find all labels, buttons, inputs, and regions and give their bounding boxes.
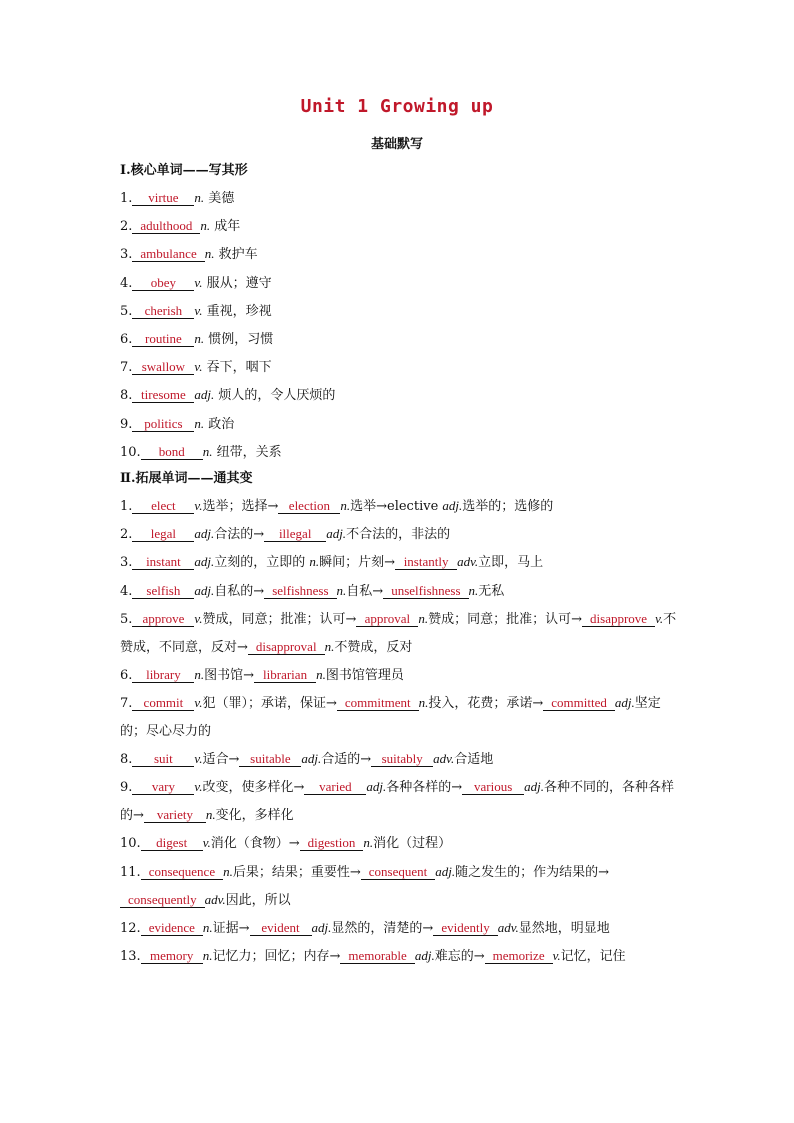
answer-blank: library bbox=[132, 667, 194, 683]
meaning-text: 惯例，习惯 bbox=[208, 332, 274, 348]
meaning-text: 瞬间；片刻→ bbox=[319, 555, 396, 571]
answer-blank: consequence bbox=[141, 864, 223, 880]
extended-word-item bbox=[120, 829, 680, 857]
item-number: 4. bbox=[120, 583, 133, 599]
meaning-text: 难忘的→ bbox=[434, 949, 485, 965]
meaning-text: 美德 bbox=[208, 191, 235, 206]
part-of-speech: n. bbox=[205, 807, 216, 823]
answer-blank: digestion bbox=[300, 835, 364, 851]
item-number: 5. bbox=[120, 611, 133, 627]
answer-blank: disapproval bbox=[248, 639, 325, 655]
meaning-text: 图书馆→ bbox=[204, 668, 255, 684]
answer-blank: disapprove bbox=[582, 611, 655, 627]
meaning-text: 因此，所以 bbox=[225, 892, 291, 908]
answer-blank: elect bbox=[132, 498, 194, 514]
meaning-text: 各种不同的，各种各样的→ bbox=[120, 780, 675, 824]
section1-heading: Ⅰ.核心单词——写其形 bbox=[120, 163, 248, 178]
meaning-text: 显然的，清楚的→ bbox=[331, 921, 434, 937]
part-of-speech: adj. bbox=[524, 779, 545, 795]
part-of-speech: v. bbox=[194, 779, 203, 795]
part-of-speech: n. bbox=[309, 554, 320, 570]
part-of-speech: n. bbox=[418, 695, 429, 711]
meaning-text: 不赞成，不同意，反对→ bbox=[120, 611, 677, 656]
answer-blank: digest bbox=[141, 835, 203, 851]
meaning-text: 合适地 bbox=[454, 751, 494, 767]
answer-blank: commit bbox=[132, 695, 194, 711]
answer-blank: obey bbox=[132, 275, 194, 291]
extended-word-item bbox=[120, 577, 680, 605]
answer-blank: memory bbox=[141, 948, 203, 964]
answer-blank: evidently bbox=[433, 920, 497, 936]
section2-heading: Ⅱ.拓展单词——通其变 bbox=[120, 471, 253, 487]
core-word-item bbox=[120, 353, 680, 381]
part-of-speech: adj. bbox=[194, 526, 215, 542]
section2-list bbox=[120, 492, 680, 970]
answer-blank: various bbox=[462, 779, 524, 795]
part-of-speech: v. bbox=[194, 498, 203, 514]
extended-word-item bbox=[120, 605, 680, 661]
answer-blank: evident bbox=[250, 920, 312, 936]
meaning-text: 消化（食物）→ bbox=[210, 836, 300, 852]
part-of-speech: adj. bbox=[614, 695, 635, 711]
part-of-speech: n. bbox=[202, 948, 213, 964]
answer-blank: variety bbox=[144, 807, 206, 823]
item-number: 1. bbox=[120, 191, 133, 206]
answer-blank: suit bbox=[132, 751, 194, 767]
meaning-text: 后果；结果；重要性→ bbox=[232, 864, 361, 880]
answer-blank: suitably bbox=[371, 751, 433, 767]
core-word-item bbox=[120, 410, 680, 438]
meaning-text: 证据→ bbox=[212, 921, 250, 937]
answer-blank: memorize bbox=[485, 948, 553, 964]
meaning-text: 救护车 bbox=[218, 247, 258, 263]
part-of-speech: n. bbox=[194, 667, 205, 683]
part-of-speech: n. bbox=[204, 246, 215, 262]
answer-blank: routine bbox=[132, 331, 194, 347]
extended-word-item bbox=[120, 773, 680, 829]
part-of-speech: n. bbox=[316, 667, 326, 683]
meaning-text: 改变，使多样化→ bbox=[202, 780, 305, 796]
answer-blank: election bbox=[278, 498, 340, 514]
part-of-speech: adv. bbox=[204, 891, 226, 907]
meaning-text: 烦人的，令人厌烦的 bbox=[218, 388, 336, 404]
answer-blank: commitment bbox=[337, 695, 419, 711]
meaning-text: 随之发生的；作为结果的→ bbox=[455, 864, 610, 880]
item-number: 8. bbox=[120, 751, 133, 767]
answer-blank: adulthood bbox=[132, 218, 200, 234]
meaning-text: 赞成，同意；批准；认可→ bbox=[202, 611, 357, 627]
core-word-item bbox=[120, 269, 680, 297]
part-of-speech: n. bbox=[336, 582, 347, 598]
meaning-text: 选举；选择→ bbox=[202, 499, 279, 515]
meaning-text: 消化（过程） bbox=[373, 836, 452, 852]
extended-word-item bbox=[120, 745, 680, 773]
answer-blank: consequent bbox=[361, 864, 435, 880]
extended-word-item bbox=[120, 548, 680, 576]
extended-word-item bbox=[120, 520, 680, 548]
meaning-text: 各种各样的→ bbox=[386, 780, 463, 796]
meaning-text: 显然地，明显地 bbox=[518, 921, 610, 937]
meaning-text: 政治 bbox=[208, 416, 235, 432]
item-number: 2. bbox=[120, 527, 133, 543]
answer-blank: selfish bbox=[132, 583, 194, 599]
meaning-text: 犯（罪）；承诺，保证→ bbox=[202, 696, 337, 712]
meaning-text: 吞下，咽下 bbox=[206, 360, 272, 376]
core-word-item bbox=[120, 240, 680, 268]
answer-blank: swallow bbox=[132, 359, 194, 375]
meaning-text: 重视，珍视 bbox=[206, 303, 272, 319]
answer-blank: suitable bbox=[239, 751, 301, 767]
meaning-text: 不合法的，非法的 bbox=[346, 527, 451, 543]
part-of-speech: n. bbox=[202, 920, 213, 936]
answer-blank: cherish bbox=[132, 303, 194, 319]
part-of-speech: v. bbox=[552, 948, 561, 964]
item-number: 11. bbox=[120, 864, 141, 880]
item-number: 6. bbox=[120, 332, 133, 348]
meaning-text: 记忆力；回忆；内存→ bbox=[212, 949, 341, 965]
answer-blank: unselfishness bbox=[383, 583, 468, 599]
extended-word-item bbox=[120, 914, 680, 942]
meaning-text: 立刻的，立即的 bbox=[214, 555, 310, 571]
item-number: 10. bbox=[120, 836, 141, 852]
part-of-speech: n. bbox=[223, 863, 233, 879]
worksheet-content bbox=[120, 158, 680, 970]
part-of-speech: adj. bbox=[442, 498, 463, 514]
part-of-speech: n. bbox=[202, 443, 213, 459]
part-of-speech: n. bbox=[200, 218, 211, 234]
section1-list bbox=[120, 184, 680, 466]
meaning-text: 图书馆管理员 bbox=[325, 668, 404, 684]
meaning-text: 适合→ bbox=[202, 751, 240, 767]
item-number: 9. bbox=[120, 416, 133, 432]
meaning-text: 赞成；同意；批准；认可→ bbox=[428, 611, 583, 627]
answer-blank: consequently bbox=[120, 892, 205, 908]
answer-blank: memorable bbox=[340, 948, 414, 964]
part-of-speech: v. bbox=[194, 750, 203, 766]
answer-blank: committed bbox=[543, 695, 615, 711]
meaning-text: 不赞成，反对 bbox=[334, 640, 413, 656]
answer-blank: instant bbox=[132, 554, 194, 570]
core-word-item bbox=[120, 212, 680, 240]
meaning-text: 立即，马上 bbox=[478, 555, 544, 571]
extended-word-item bbox=[120, 689, 680, 744]
answer-blank: varied bbox=[304, 779, 366, 795]
meaning-text: 选举的；选修的 bbox=[462, 499, 554, 515]
part-of-speech: v. bbox=[194, 302, 203, 318]
part-of-speech: n. bbox=[194, 415, 205, 431]
meaning-text: 无私 bbox=[478, 583, 505, 599]
part-of-speech: v. bbox=[194, 359, 203, 375]
answer-blank: librarian bbox=[254, 667, 316, 683]
part-of-speech: n. bbox=[324, 639, 335, 655]
meaning-text: 记忆，记住 bbox=[560, 949, 626, 965]
meaning-text: 变化，多样化 bbox=[215, 808, 294, 824]
answer-blank: evidence bbox=[141, 920, 203, 936]
item-number: 3. bbox=[120, 247, 133, 263]
part-of-speech: adj. bbox=[366, 779, 387, 795]
part-of-speech: adj. bbox=[194, 387, 215, 403]
part-of-speech: v. bbox=[194, 695, 203, 711]
meaning-text: 投入，花费；承诺→ bbox=[428, 696, 544, 712]
part-of-speech: adj. bbox=[194, 554, 215, 570]
part-of-speech: v. bbox=[194, 274, 203, 290]
part-of-speech: adv. bbox=[497, 920, 519, 936]
answer-blank: instantly bbox=[395, 554, 457, 570]
item-number: 7. bbox=[120, 360, 133, 376]
meaning-text: 选举→elective bbox=[350, 499, 443, 515]
part-of-speech: adj. bbox=[194, 582, 215, 598]
meaning-text: 坚定的；尽心尽力的 bbox=[120, 696, 661, 739]
item-number: 9. bbox=[120, 780, 133, 796]
answer-blank: ambulance bbox=[132, 246, 204, 262]
item-number: 8. bbox=[120, 388, 133, 404]
part-of-speech: n. bbox=[468, 582, 479, 598]
item-number: 7. bbox=[120, 696, 133, 712]
meaning-text: 服从；遵守 bbox=[206, 275, 272, 291]
part-of-speech: adj. bbox=[435, 863, 456, 879]
item-number: 5. bbox=[120, 303, 133, 319]
answer-blank: illegal bbox=[264, 526, 326, 542]
answer-blank: approve bbox=[132, 611, 194, 627]
answer-blank: legal bbox=[132, 526, 194, 542]
extended-word-item bbox=[120, 661, 680, 689]
item-number: 12. bbox=[120, 921, 141, 937]
part-of-speech: adv. bbox=[457, 554, 479, 570]
meaning-text: 合适的→ bbox=[321, 751, 372, 767]
part-of-speech: adj. bbox=[414, 948, 435, 964]
core-word-item bbox=[120, 184, 680, 212]
part-of-speech: n. bbox=[194, 331, 205, 347]
meaning-text: 成年 bbox=[214, 219, 241, 235]
meaning-text: 纽带，关系 bbox=[216, 444, 282, 460]
meaning-text: 自私的→ bbox=[214, 583, 265, 599]
part-of-speech: v. bbox=[202, 835, 211, 851]
extended-word-item bbox=[120, 492, 680, 520]
answer-blank: politics bbox=[132, 416, 194, 432]
part-of-speech: v. bbox=[194, 610, 203, 626]
extended-word-item bbox=[120, 942, 680, 970]
page-subtitle: 基础默写 bbox=[370, 137, 423, 152]
item-number: 4. bbox=[120, 275, 133, 291]
core-word-item bbox=[120, 381, 680, 409]
core-word-item bbox=[120, 325, 680, 353]
part-of-speech: n. bbox=[340, 498, 351, 514]
answer-blank: tiresome bbox=[132, 387, 194, 403]
part-of-speech: n. bbox=[194, 190, 205, 205]
item-number: 3. bbox=[120, 555, 133, 571]
meaning-text: 自私→ bbox=[346, 583, 384, 599]
core-word-item bbox=[120, 297, 680, 325]
part-of-speech: adj. bbox=[311, 920, 332, 936]
answer-blank: vary bbox=[132, 779, 194, 795]
part-of-speech: v. bbox=[655, 610, 664, 626]
item-number: 1. bbox=[120, 499, 133, 515]
answer-blank: selfishness bbox=[264, 583, 336, 599]
meaning-text: 合法的→ bbox=[214, 527, 265, 543]
extended-word-item bbox=[120, 858, 680, 914]
answer-blank: virtue bbox=[132, 190, 194, 206]
item-number: 2. bbox=[120, 219, 133, 235]
part-of-speech: adv. bbox=[433, 750, 455, 766]
part-of-speech: n. bbox=[363, 835, 374, 851]
item-number: 10. bbox=[120, 444, 141, 460]
core-word-item bbox=[120, 438, 680, 466]
part-of-speech: adj. bbox=[301, 750, 322, 766]
answer-blank: bond bbox=[141, 444, 203, 460]
answer-blank: approval bbox=[356, 611, 418, 627]
part-of-speech: adj. bbox=[326, 526, 347, 542]
item-number: 6. bbox=[120, 668, 133, 684]
item-number: 13. bbox=[120, 949, 141, 965]
page-title: Unit 1 Growing up bbox=[300, 96, 494, 117]
part-of-speech: n. bbox=[418, 610, 429, 626]
